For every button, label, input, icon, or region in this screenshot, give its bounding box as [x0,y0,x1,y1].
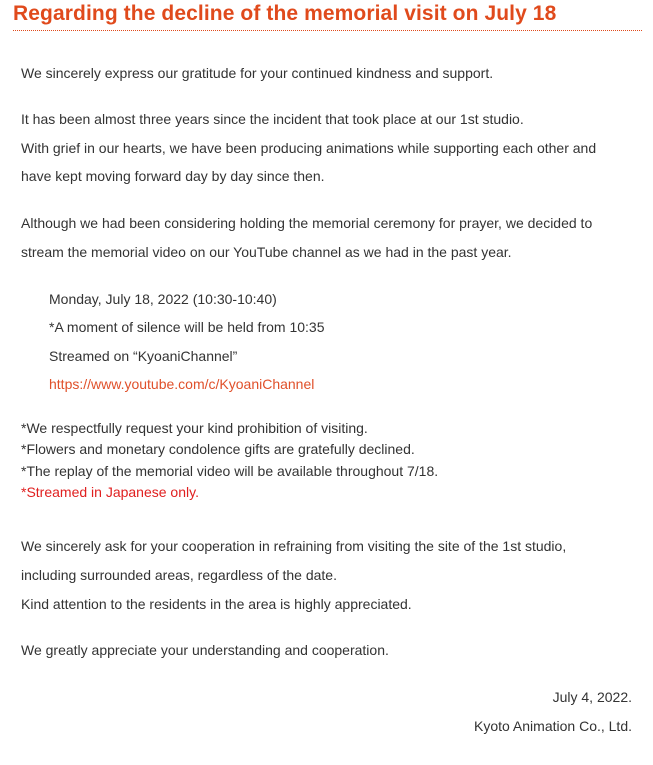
closing-text: We greatly appreciate your understanding and cooperation. [21,642,389,658]
paragraph-1-line-1: It has been almost three years since the incident that took place at our 1st studio. [21,111,524,127]
note-no-gifts: *Flowers and monetary condolence gifts are gratefully declined. [21,441,415,457]
paragraph-2-line-1: Although we had been considering holding the memorial ceremony for prayer, we decided to [21,215,593,231]
title-divider [13,30,642,31]
note-no-visiting: *We respectfully request your kind prohibition of visiting. [21,420,368,436]
silence-note: *A moment of silence will be held from 10:35 [49,319,325,335]
paragraph-3-line-2: including surrounded areas, regardless of the date. [21,567,337,583]
event-date: Monday, July 18, 2022 (10:30-10:40) [49,291,277,307]
signature-date: July 4, 2022. [552,689,632,705]
signature-company: Kyoto Animation Co., Ltd. [474,718,632,734]
channel-link-row [49,376,314,392]
page-title: Regarding the decline of the memorial visit on July 18 [13,2,557,25]
paragraph-1-line-3: have kept moving forward day by day since then. [21,168,325,184]
paragraph-2-line-2: stream the memorial video on our YouTube channel as we had in the past year. [21,244,512,260]
youtube-channel-link[interactable]: https://www.youtube.com/c/KyoaniChannel [49,376,315,392]
paragraph-1-line-2: With grief in our hearts, we have been producing animations while supporting each other and [21,140,597,156]
note-japanese-only: *Streamed in Japanese only. [21,484,199,500]
intro-text: We sincerely express our gratitude for your continued kindness and support. [21,65,494,81]
paragraph-3-line-3: Kind attention to the residents in the area is highly appreciated. [21,596,412,612]
stream-channel: Streamed on “KyoaniChannel” [49,348,238,364]
paragraph-3-line-1: We sincerely ask for your cooperation in refraining from visiting the site of the 1st studio, [21,538,567,554]
note-replay: *The replay of the memorial video will be available throughout 7/18. [21,463,439,479]
